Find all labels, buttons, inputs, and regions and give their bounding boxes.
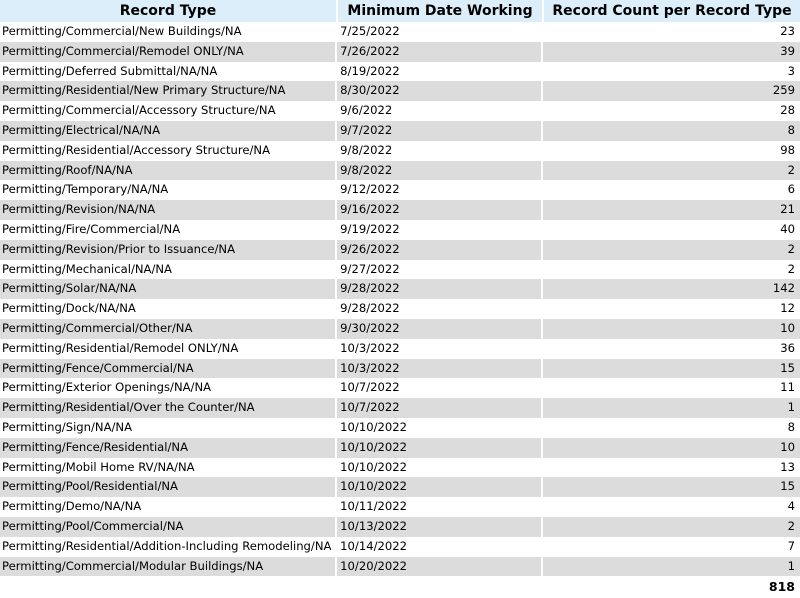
cell-record-type: Permitting/Electrical/NA/NA xyxy=(0,121,335,141)
cell-record-count: 98 xyxy=(543,141,800,161)
cell-minimum-date: 10/3/2022 xyxy=(337,359,540,379)
cell-record-count: 2 xyxy=(543,240,800,260)
cell-record-count: 8 xyxy=(543,418,800,438)
cell-record-type: Permitting/Mobil Home RV/NA/NA xyxy=(0,458,335,478)
cell-record-count: 7 xyxy=(543,537,800,557)
cell-record-count: 15 xyxy=(543,477,800,497)
table-row[interactable] xyxy=(0,279,800,299)
cell-minimum-date: 10/20/2022 xyxy=(337,557,540,577)
cell-record-type: Permitting/Pool/Residential/NA xyxy=(0,477,335,497)
table-row[interactable] xyxy=(0,497,800,517)
cell-record-type: Permitting/Solar/NA/NA xyxy=(0,279,335,299)
table-row[interactable] xyxy=(0,517,800,537)
cell-record-count: 3 xyxy=(543,62,800,82)
cell-record-type: Permitting/Commercial/Accessory Structure/NA xyxy=(0,101,335,121)
cell-record-count: 2 xyxy=(543,260,800,280)
cell-record-count: 259 xyxy=(543,81,800,101)
cell-record-type: Permitting/Roof/NA/NA xyxy=(0,161,335,181)
cell-record-count: 40 xyxy=(543,220,800,240)
cell-record-type: Permitting/Mechanical/NA/NA xyxy=(0,260,335,280)
table-row[interactable] xyxy=(0,398,800,418)
cell-minimum-date: 10/10/2022 xyxy=(337,438,540,458)
table-row[interactable] xyxy=(0,458,800,478)
cell-record-type: Permitting/Temporary/NA/NA xyxy=(0,180,335,200)
cell-record-type: Permitting/Residential/Addition-Including Remodeling/NA xyxy=(0,537,335,557)
cell-record-type: Permitting/Pool/Commercial/NA xyxy=(0,517,335,537)
cell-minimum-date: 10/10/2022 xyxy=(337,418,540,438)
table-row[interactable] xyxy=(0,200,800,220)
cell-record-type: Permitting/Commercial/Modular Buildings/NA xyxy=(0,557,335,577)
cell-minimum-date: 10/10/2022 xyxy=(337,458,540,478)
cell-record-type: Permitting/Commercial/Remodel ONLY/NA xyxy=(0,42,335,62)
cell-record-type: Permitting/Exterior Openings/NA/NA xyxy=(0,378,335,398)
cell-record-count: 11 xyxy=(543,378,800,398)
cell-record-type: Permitting/Residential/Accessory Structure/NA xyxy=(0,141,335,161)
table-row[interactable] xyxy=(0,62,800,82)
cell-minimum-date: 9/28/2022 xyxy=(337,279,540,299)
table-total-row xyxy=(0,576,800,598)
cell-minimum-date: 10/7/2022 xyxy=(337,378,540,398)
cell-minimum-date: 9/30/2022 xyxy=(337,319,540,339)
cell-record-type: Permitting/Dock/NA/NA xyxy=(0,299,335,319)
cell-record-type: Permitting/Residential/New Primary Structure/NA xyxy=(0,81,335,101)
table-row[interactable] xyxy=(0,220,800,240)
cell-record-count: 2 xyxy=(543,161,800,181)
cell-record-count: 28 xyxy=(543,101,800,121)
cell-record-type: Permitting/Commercial/Other/NA xyxy=(0,319,335,339)
cell-record-type: Permitting/Commercial/New Buildings/NA xyxy=(0,22,335,42)
table-row[interactable] xyxy=(0,260,800,280)
cell-record-count: 1 xyxy=(543,557,800,577)
table-row[interactable] xyxy=(0,121,800,141)
table-row[interactable] xyxy=(0,101,800,121)
cell-minimum-date: 8/30/2022 xyxy=(337,81,540,101)
cell-record-type: Permitting/Fence/Commercial/NA xyxy=(0,359,335,379)
cell-minimum-date: 7/25/2022 xyxy=(337,22,540,42)
cell-minimum-date: 9/7/2022 xyxy=(337,121,540,141)
cell-minimum-date: 9/8/2022 xyxy=(337,141,540,161)
cell-record-type: Permitting/Sign/NA/NA xyxy=(0,418,335,438)
table-row[interactable] xyxy=(0,22,800,42)
header-record-type[interactable]: Record Type xyxy=(0,0,336,22)
cell-record-count: 23 xyxy=(543,22,800,42)
cell-record-count: 6 xyxy=(543,180,800,200)
table-row[interactable] xyxy=(0,378,800,398)
table-row[interactable] xyxy=(0,81,800,101)
table-row[interactable] xyxy=(0,359,800,379)
cell-record-count: 39 xyxy=(543,42,800,62)
table-row[interactable] xyxy=(0,141,800,161)
cell-minimum-date: 10/7/2022 xyxy=(337,398,540,418)
table-row[interactable] xyxy=(0,161,800,181)
cell-record-count: 12 xyxy=(543,299,800,319)
cell-record-count: 10 xyxy=(543,438,800,458)
table-row[interactable] xyxy=(0,477,800,497)
cell-record-type: Permitting/Fence/Residential/NA xyxy=(0,438,335,458)
cell-record-count: 142 xyxy=(543,279,800,299)
cell-record-count: 13 xyxy=(543,458,800,478)
table-row[interactable] xyxy=(0,42,800,62)
cell-record-count: 2 xyxy=(543,517,800,537)
cell-record-type: Permitting/Residential/Over the Counter/NA xyxy=(0,398,335,418)
cell-minimum-date: 9/26/2022 xyxy=(337,240,540,260)
cell-minimum-date: 9/28/2022 xyxy=(337,299,540,319)
cell-minimum-date: 10/14/2022 xyxy=(337,537,540,557)
table-row[interactable] xyxy=(0,438,800,458)
header-record-count[interactable]: Record Count per Record Type xyxy=(544,0,800,22)
table-row[interactable] xyxy=(0,339,800,359)
cell-record-type: Permitting/Fire/Commercial/NA xyxy=(0,220,335,240)
cell-record-count: 15 xyxy=(543,359,800,379)
table-row[interactable] xyxy=(0,240,800,260)
cell-record-count: 1 xyxy=(543,398,800,418)
cell-minimum-date: 9/27/2022 xyxy=(337,260,540,280)
table-row[interactable] xyxy=(0,537,800,557)
table-row[interactable] xyxy=(0,557,800,577)
table-row[interactable] xyxy=(0,418,800,438)
table-body xyxy=(0,22,800,576)
table-row[interactable] xyxy=(0,180,800,200)
cell-record-count: 8 xyxy=(543,121,800,141)
cell-minimum-date: 10/3/2022 xyxy=(337,339,540,359)
table-row[interactable] xyxy=(0,299,800,319)
cell-record-type: Permitting/Revision/NA/NA xyxy=(0,200,335,220)
cell-record-type: Permitting/Demo/NA/NA xyxy=(0,497,335,517)
cell-minimum-date: 9/19/2022 xyxy=(337,220,540,240)
header-minimum-date-working[interactable]: Minimum Date Working xyxy=(338,0,542,22)
table-header-row xyxy=(0,0,800,22)
cell-record-type: Permitting/Revision/Prior to Issuance/NA xyxy=(0,240,335,260)
cell-minimum-date: 9/16/2022 xyxy=(337,200,540,220)
cell-record-count: 4 xyxy=(543,497,800,517)
table-row[interactable] xyxy=(0,319,800,339)
cell-record-type: Permitting/Deferred Submittal/NA/NA xyxy=(0,62,335,82)
cell-record-count: 36 xyxy=(543,339,800,359)
cell-minimum-date: 9/6/2022 xyxy=(337,101,540,121)
total-record-count: 818 xyxy=(768,579,795,595)
cell-minimum-date: 9/12/2022 xyxy=(337,180,540,200)
cell-record-count: 10 xyxy=(543,319,800,339)
cell-minimum-date: 10/10/2022 xyxy=(337,477,540,497)
cell-minimum-date: 8/19/2022 xyxy=(337,62,540,82)
cell-minimum-date: 10/11/2022 xyxy=(337,497,540,517)
cell-minimum-date: 7/26/2022 xyxy=(337,42,540,62)
cell-record-type: Permitting/Residential/Remodel ONLY/NA xyxy=(0,339,335,359)
cell-minimum-date: 10/13/2022 xyxy=(337,517,540,537)
cell-minimum-date: 9/8/2022 xyxy=(337,161,540,181)
cell-record-count: 21 xyxy=(543,200,800,220)
